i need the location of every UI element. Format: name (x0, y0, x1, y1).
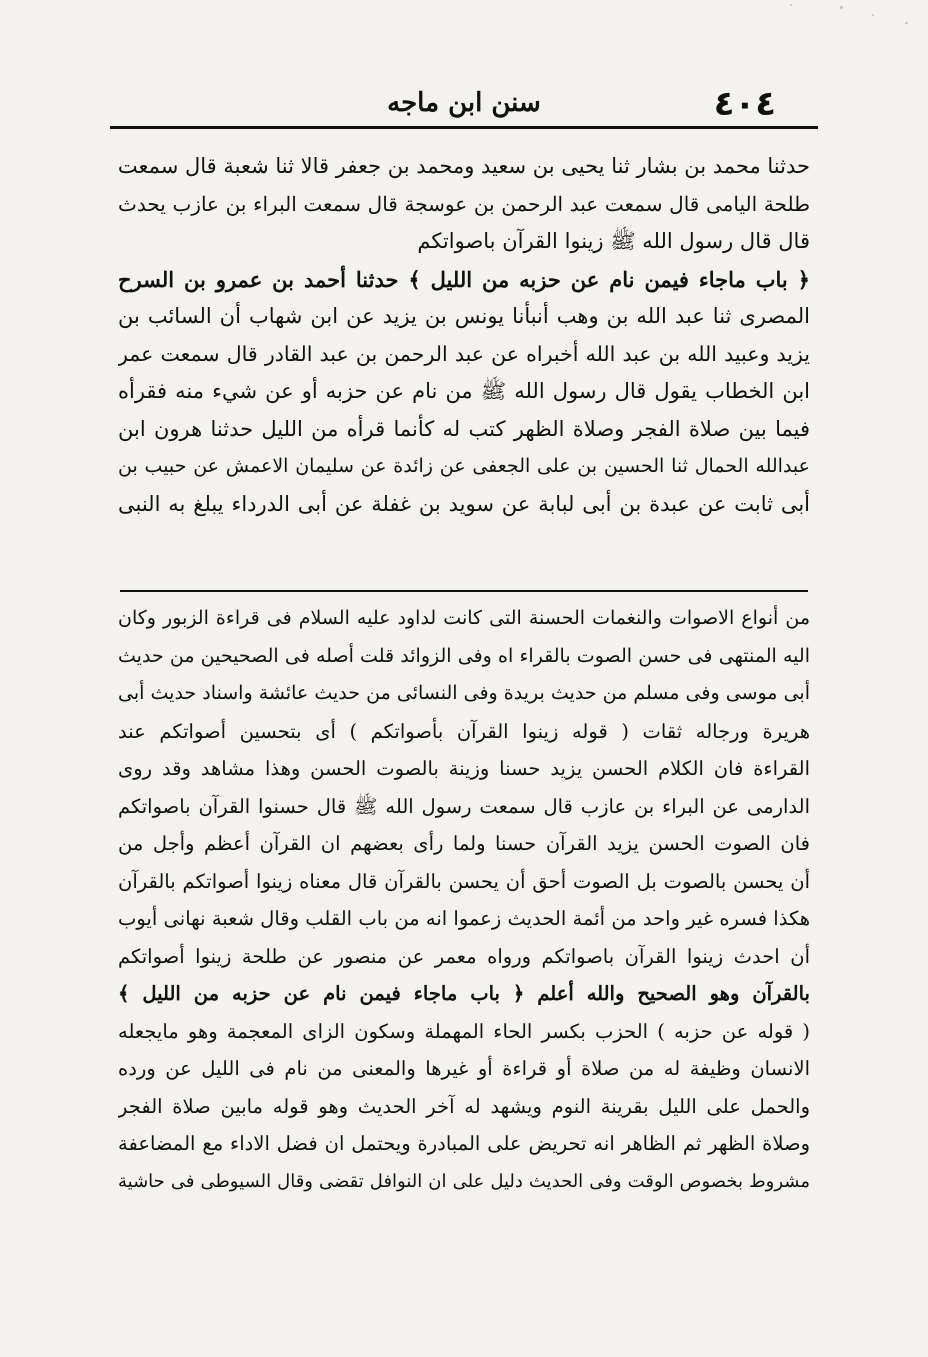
footnote-line: هريرة ورجاله ثقات ( قوله زينوا القرآن بأصواتكم ) أى بتحسين أصواتكم عند (118, 719, 810, 743)
footnote-line: والحمل على الليل بقرينة النوم ويشهد له آخر الحديث وهو قوله مابين صلاة الفجر (118, 1094, 810, 1118)
footnote-line: مشروط بخصوص الوقت وفى الحديث دليل على ان النوافل تقضى وقال السيوطى فى حاشية (118, 1170, 810, 1192)
scan-speck (840, 6, 843, 9)
main-text-line: عبدالله الحمال ثنا الحسين بن على الجعفى عن زائدة عن سليمان الاعمش عن حبيب بن (118, 455, 810, 477)
footnote-line: الدارمى عن البراء بن عازب قال سمعت رسول الله ﷺ قال حسنوا القرآن باصواتكم (118, 794, 810, 818)
main-text-line: ابن الخطاب يقول قال رسول الله ﷺ من نام عن حزبه أو عن شيء منه فقرأه (118, 379, 810, 403)
page-header (110, 84, 818, 128)
footnote-line: القراءة فان الكلام الحسن يزيد حسنا وزينة بالصوت الحسن وهذا مشاهد وقد روى (118, 757, 810, 780)
main-text-line: أبى ثابت عن عبدة بن أبى لبابة عن سويد بن غفلة عن أبى الدرداء يبلغ به النبى (118, 491, 810, 516)
footnote-divider (120, 590, 808, 592)
page-number: ٤٠٤ (713, 84, 776, 124)
footnote-line: هكذا فسره غير واحد من أئمة الحديث زعموا انه من باب القلب وقال شعبة نهانى أيوب (118, 907, 810, 930)
footnote-line: أن يحسن بالصوت بل الصوت أحق أن يحسن بالقرآن قال معناه زينوا أصواتكم بالقرآن (118, 869, 810, 893)
footnote-line: من أنواع الاصوات والنغمات الحسنة التى كانت لداود عليه السلام فى قراءة الزبور وكان (118, 607, 810, 629)
main-text-line: يزيد وعبيد الله بن عبد الله أخبراه عن عبد الرحمن بن عبد القادر قال سمعت عمر (118, 341, 810, 366)
footnote-line: أن احدث زينوا القرآن باصواتكم ورواه معمر عن منصور عن طلحة زينوا أصواتكم (118, 944, 810, 968)
header-rule (110, 126, 818, 129)
scan-speck (872, 14, 874, 16)
scan-speck (790, 4, 792, 6)
footnote-line: اليه المنتهى فى حسن الصوت بالقراء اه وفى الزوائد قلت أصله فى الصحيحين من حديث (118, 644, 810, 667)
main-text-line: ﴿ باب ماجاء فيمن نام عن حزبه من الليل ﴾ حدثنا أحمد بن عمرو بن السرح (118, 266, 810, 292)
main-text (118, 148, 810, 523)
footnote-line: فان الصوت الحسن يزيد القرآن حسنا ولما رأى بعضهم ان القرآن أعظم وأجل من (118, 832, 810, 855)
main-text-line: حدثنا محمد بن بشار ثنا يحيى بن سعيد ومحمد بن جعفر قالا ثنا شعبة قال سمعت (118, 154, 810, 178)
main-text-line: طلحة اليامى قال سمعت عبد الرحمن بن عوسجة قال سمعت البراء بن عازب يحدث (118, 191, 810, 216)
scan-speck (905, 22, 908, 24)
footnote-line: الانسان وظيفة له من صلاة أو قراءة أو غيرها والمعنى من نام فى الليل عن ورده (118, 1057, 810, 1080)
footnote-line: بالقرآن وهو الصحيح والله أعلم ﴿ باب ماجاء فيمن نام عن حزبه من الليل ﴾ (118, 982, 810, 1005)
footnote-line: ( قوله عن حزبه ) الحزب بكسر الحاء المهملة وسكون الزاى المعجمة وهو مايجعله (118, 1019, 810, 1043)
footnote-line: وصلاة الظهر ثم الظاهر انه تحريض على المبادرة ويحتمل ان فضل الاداء مع المضاعفة (118, 1132, 810, 1155)
main-text-line: فيما بين صلاة الفجر وصلاة الظهر كتب له كأنما قرأه من الليل حدثنا هرون ابن (118, 416, 810, 441)
running-title: سنن ابن ماجه (387, 88, 541, 118)
footnote-line: أبى موسى وفى مسلم من حديث بريدة وفى النسائى من حديث عائشة واسناد حديث أبى (118, 682, 810, 704)
footnote-text (118, 600, 810, 1200)
main-text-line: قال قال رسول الله ﷺ زينوا القرآن باصواتكم (417, 229, 810, 253)
main-text-line: المصرى ثنا عبد الله بن وهب أنبأنا يونس بن يزيد عن ابن شهاب أن السائب بن (118, 304, 810, 328)
